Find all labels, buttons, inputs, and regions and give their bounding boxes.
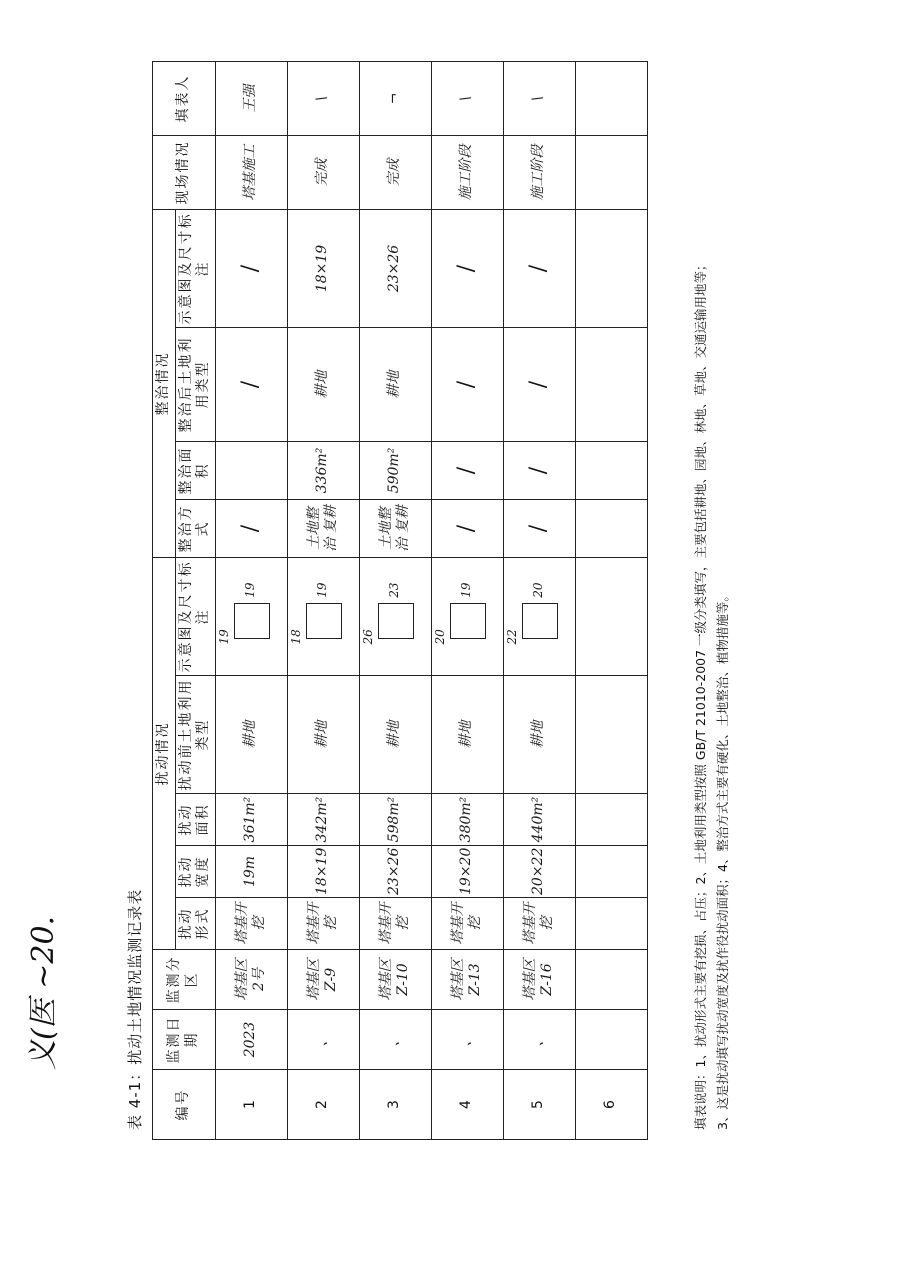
row-number: 4 bbox=[431, 1070, 503, 1140]
notes-line-2: 3、这是扰动填写扰动宽度及扰作役扰动面积；4、整治方式主要有硬化、土地整治、植物措施等。 bbox=[715, 589, 730, 1130]
sketch-square bbox=[289, 582, 342, 645]
sketch-height-label: 23 bbox=[387, 582, 402, 598]
table-row bbox=[359, 61, 431, 1139]
row-restored-sketch: 23×26 bbox=[359, 209, 431, 327]
header-row-1 bbox=[153, 61, 176, 1139]
row-filler: ¬ bbox=[359, 61, 431, 135]
row-zone bbox=[575, 950, 647, 1010]
row-period: 2023 bbox=[215, 1010, 287, 1070]
row-period bbox=[575, 1010, 647, 1070]
row-restored-landuse bbox=[575, 327, 647, 441]
row-period: 、 bbox=[503, 1010, 575, 1070]
disturbance-sketch-cell bbox=[359, 557, 431, 675]
disturbance-sketch-cell bbox=[575, 557, 647, 675]
header-filler: 填表人 bbox=[153, 61, 216, 135]
row-filler: 王强 bbox=[215, 61, 287, 135]
row-restored-sketch: 18×19 bbox=[287, 209, 359, 327]
row-number: 5 bbox=[503, 1070, 575, 1140]
header-dist-form: 扰动形式 bbox=[175, 898, 215, 950]
header-rest-sketch: 示意图及尺寸标注 bbox=[175, 209, 215, 327]
header-dist-landuse: 扰动前土地利用类型 bbox=[175, 676, 215, 794]
sketch-height-label: 19 bbox=[243, 582, 258, 598]
sketch-width-label: 26 bbox=[361, 629, 376, 645]
disturbance-sketch-cell bbox=[503, 557, 575, 675]
row-size: 19m bbox=[215, 846, 287, 898]
disturbance-sketch-cell bbox=[287, 557, 359, 675]
row-number: 2 bbox=[287, 1070, 359, 1140]
row-landuse: 耕地 bbox=[359, 676, 431, 794]
row-form: 塔基开挖 bbox=[359, 898, 431, 950]
row-zone: 塔基区 2号 bbox=[215, 950, 287, 1010]
table-caption: 表 4-1：扰动土地情况监测记录表 bbox=[126, 888, 144, 1130]
row-filler: \ bbox=[431, 61, 503, 135]
row-landuse: 耕地 bbox=[431, 676, 503, 794]
row-number: 3 bbox=[359, 1070, 431, 1140]
sketch-height-label: 19 bbox=[315, 582, 330, 598]
row-size: 20×22 bbox=[503, 846, 575, 898]
row-area: 380m² bbox=[431, 794, 503, 846]
sketch-square bbox=[433, 582, 486, 645]
row-landuse bbox=[575, 676, 647, 794]
row-period: 、 bbox=[359, 1010, 431, 1070]
handwritten-corner-note: 义(医 ~20. bbox=[26, 915, 61, 1070]
row-landuse: 耕地 bbox=[215, 676, 287, 794]
row-restored-area: 590m² bbox=[359, 441, 431, 499]
row-restored-area: / bbox=[503, 441, 575, 499]
row-form: 塔基开挖 bbox=[503, 898, 575, 950]
row-period: 、 bbox=[431, 1010, 503, 1070]
row-restored-area bbox=[575, 441, 647, 499]
row-restored-sketch: / bbox=[431, 209, 503, 327]
table-row bbox=[215, 61, 287, 1139]
table-body bbox=[215, 61, 647, 1139]
row-area: 361m² bbox=[215, 794, 287, 846]
row-status: 完成 bbox=[287, 135, 359, 209]
row-area: 342m² bbox=[287, 794, 359, 846]
header-dist-size: 扰动宽度 bbox=[175, 846, 215, 898]
row-zone: 塔基区 Z-9 bbox=[287, 950, 359, 1010]
row-zone: 塔基区 Z-13 bbox=[431, 950, 503, 1010]
row-restored-sketch: / bbox=[215, 209, 287, 327]
row-size: 18×19 bbox=[287, 846, 359, 898]
row-form: 塔基开挖 bbox=[215, 898, 287, 950]
row-status: 塔基施工 bbox=[215, 135, 287, 209]
row-filler bbox=[575, 61, 647, 135]
sketch-height-label: 20 bbox=[531, 582, 546, 598]
row-landuse: 耕地 bbox=[503, 676, 575, 794]
row-restored-sketch: / bbox=[503, 209, 575, 327]
row-form: 塔基开挖 bbox=[287, 898, 359, 950]
sketch-width-label: 20 bbox=[433, 629, 448, 645]
header-rest-method: 整治方式 bbox=[175, 499, 215, 557]
header-rest-area: 整治面积 bbox=[175, 441, 215, 499]
row-form: 塔基开挖 bbox=[431, 898, 503, 950]
header-period: 监测日期 bbox=[153, 1010, 216, 1070]
header-rest-landuse: 整治后土地利用类型 bbox=[175, 327, 215, 441]
row-zone: 塔基区 Z-10 bbox=[359, 950, 431, 1010]
monitoring-table bbox=[152, 61, 648, 1140]
table-row bbox=[287, 61, 359, 1139]
header-dist-sketch: 示意图及尺寸标注 bbox=[175, 557, 215, 675]
sketch-height-label: 19 bbox=[459, 582, 474, 598]
row-area: 598m² bbox=[359, 794, 431, 846]
row-restored-landuse: 耕地 bbox=[359, 327, 431, 441]
header-status: 现场情况 bbox=[153, 135, 216, 209]
disturbance-sketch-cell bbox=[215, 557, 287, 675]
sketch-square bbox=[361, 582, 414, 645]
row-size bbox=[575, 846, 647, 898]
row-restored-sketch bbox=[575, 209, 647, 327]
notes-line-1: 填表说明：1、扰动形式主要有挖损、占压；2、土地利用类型按照 GB/T 21010-2007 一级分类填写，主要包括耕地、园地、林地、草地、交通运输用地等； bbox=[693, 258, 708, 1130]
table-row bbox=[431, 61, 503, 1139]
row-status: 完成 bbox=[359, 135, 431, 209]
row-restored-landuse: / bbox=[215, 327, 287, 441]
row-restored-area: / bbox=[431, 441, 503, 499]
row-period: 、 bbox=[287, 1010, 359, 1070]
sketch-width-label: 18 bbox=[289, 629, 304, 645]
rotated-form bbox=[120, 50, 760, 1150]
row-landuse: 耕地 bbox=[287, 676, 359, 794]
row-method: 土地整治 复耕 bbox=[287, 499, 359, 557]
header-restoration-group: 整治情况 bbox=[153, 209, 176, 557]
row-status: 施工阶段 bbox=[431, 135, 503, 209]
row-restored-landuse: / bbox=[431, 327, 503, 441]
row-area: 440m² bbox=[503, 794, 575, 846]
header-zone: 监测分区 bbox=[153, 950, 216, 1010]
header-no: 编号 bbox=[153, 1070, 216, 1140]
table-row bbox=[575, 61, 647, 1139]
row-restored-area bbox=[215, 441, 287, 499]
row-status: 施工阶段 bbox=[503, 135, 575, 209]
row-method: / bbox=[503, 499, 575, 557]
header-dist-area: 扰动面积 bbox=[175, 794, 215, 846]
row-method: 土地整治 复耕 bbox=[359, 499, 431, 557]
disturbance-sketch-cell bbox=[431, 557, 503, 675]
sketch-width-label: 19 bbox=[217, 629, 232, 645]
table-notes bbox=[690, 70, 734, 1130]
row-restored-landuse: 耕地 bbox=[287, 327, 359, 441]
row-method: / bbox=[215, 499, 287, 557]
sketch-square bbox=[217, 582, 270, 645]
row-number: 1 bbox=[215, 1070, 287, 1140]
row-filler: \ bbox=[287, 61, 359, 135]
row-restored-landuse: / bbox=[503, 327, 575, 441]
row-filler: \ bbox=[503, 61, 575, 135]
header-disturbance-group: 扰动情况 bbox=[153, 557, 176, 949]
row-restored-area: 336m² bbox=[287, 441, 359, 499]
row-number: 6 bbox=[575, 1070, 647, 1140]
row-area bbox=[575, 794, 647, 846]
row-size: 19×20 bbox=[431, 846, 503, 898]
row-method bbox=[575, 499, 647, 557]
sketch-width-label: 22 bbox=[505, 629, 520, 645]
row-status bbox=[575, 135, 647, 209]
row-size: 23×26 bbox=[359, 846, 431, 898]
sketch-square bbox=[505, 582, 558, 645]
row-form bbox=[575, 898, 647, 950]
row-method: / bbox=[431, 499, 503, 557]
table-row bbox=[503, 61, 575, 1139]
row-zone: 塔基区 Z-16 bbox=[503, 950, 575, 1010]
